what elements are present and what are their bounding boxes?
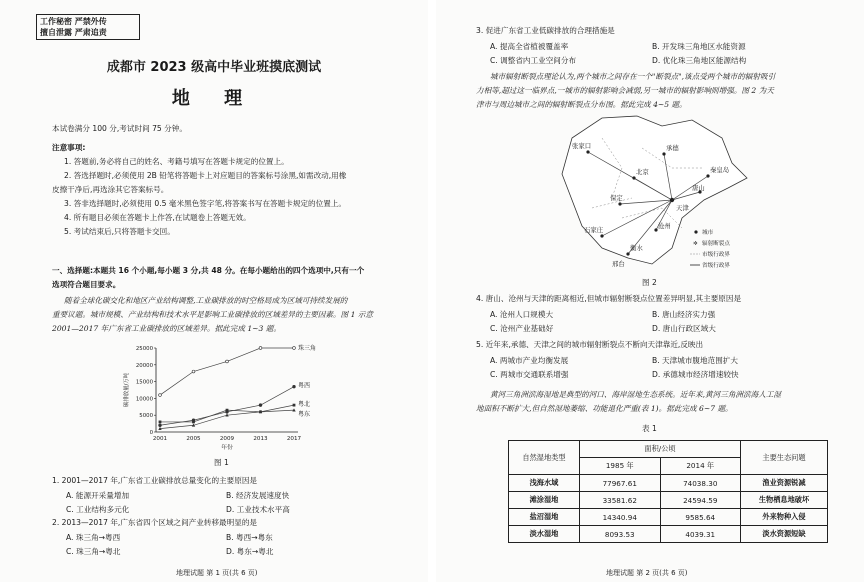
question-3: 3. 促进广东省工业低碳排放的合理措施是	[476, 26, 615, 35]
q2-option-a[interactable]: A. 珠三角→粤西	[66, 533, 121, 542]
passage-line-1: 随着全球化碳交化和地区产业结构调整,工业碳排放的时空格局成为区域可持续发展的	[64, 296, 348, 305]
cell-type: 淡水湿地	[509, 526, 580, 543]
y-axis-label: 碳排放量/万吨	[124, 372, 130, 408]
legend-province-boundary: 省级行政界	[702, 263, 730, 269]
passage2-line-1: 城市辐射断裂点理论认为,两个城市之间存在一个"断裂点",该点受两个城市的辐射吸引	[490, 72, 776, 81]
figure-1-caption: 图 1	[214, 458, 229, 467]
y-tick-label: 15000	[135, 379, 153, 386]
question-5: 5. 近年来,承德、天津之间的城市辐射断裂点不断向天津靠近,反映出	[476, 340, 704, 349]
note-2: 2. 答选择题时,必须使用 2B 铅笔将答题卡上对应题目的答案标号涂黑,如需改动,用橡	[64, 171, 347, 180]
data-point	[159, 424, 162, 427]
map-label-cangzhou: 沧州	[658, 222, 671, 230]
x-tick-label: 2017	[286, 436, 302, 442]
map-label-xingtai: 邢台	[612, 260, 625, 268]
q3-option-a[interactable]: A. 提高全省植被覆盖率	[490, 42, 569, 51]
cell-type: 盐沼湿地	[509, 509, 580, 526]
header-2014: 2014 年	[660, 458, 741, 475]
cell-problem: 生物栖息地破坏	[741, 492, 828, 509]
q1-option-c[interactable]: C. 工业结构多元化	[66, 505, 130, 514]
table-header-row	[509, 441, 828, 458]
table-1-caption: 表 1	[642, 424, 657, 433]
map-label-baoding: 保定	[610, 194, 623, 202]
cell-problem: 渔业资源锐减	[741, 475, 828, 492]
note-5: 5. 考试结束后,只将答题卡交回。	[64, 227, 175, 236]
confidential-stamp	[36, 14, 140, 40]
q4-option-b[interactable]: B. 唐山经济实力强	[652, 310, 716, 319]
series-label-1: 珠三角	[298, 345, 317, 352]
series-line-2	[160, 387, 294, 426]
y-tick-label: 5000	[139, 413, 153, 420]
passage3-line-2: 地面积不断扩大,但自然湿地萎缩、功能退化严重(表 1)。据此完成 6~7 题。	[476, 404, 733, 413]
exam-page-2	[436, 0, 864, 582]
q4-option-a[interactable]: A. 沧州人口规模大	[490, 310, 554, 319]
passage-line-2: 重要议题。城市规模、产业结构和技术水平是影响工业碳排放的区域差异的主要因素。图 1 示意	[52, 310, 373, 319]
header-1985: 1985 年	[580, 458, 661, 475]
x-axis-label: 年份	[221, 445, 233, 451]
map-label-beijing: 北京	[636, 168, 649, 176]
question-4: 4. 唐山、沧州与天津的距离相近,但城市辐射断裂点位置差异明显,其主要原因是	[476, 294, 742, 303]
cell-2014: 24594.59	[660, 492, 741, 509]
legend-city-boundary: 市级行政界	[702, 252, 730, 258]
cell-type: 滩涂湿地	[509, 492, 580, 509]
page-1-footer: 地理试题 第 1 页(共 6 页)	[176, 569, 258, 577]
q3-option-d[interactable]: D. 优化珠三角地区能源结构	[652, 56, 747, 65]
map-label-qinhuangdao: 秦皇岛	[710, 166, 730, 174]
q4-option-c[interactable]: C. 沧州产业基础好	[490, 324, 554, 333]
q2-option-b[interactable]: B. 粤西→粤东	[226, 533, 273, 542]
passage3-line-1: 黄河三角洲滨海湿地是典型的河口、海岸湿地生态系统。近年来,黄河三角洲滨海人工湿	[490, 390, 781, 399]
series-label-3: 粤北	[298, 401, 311, 409]
legend-city: 城市	[702, 230, 714, 236]
section-heading-c: 选项符合题目要求。	[52, 280, 121, 289]
series-line-1	[160, 348, 294, 395]
data-point	[293, 347, 296, 350]
x-tick-label: 2013	[253, 436, 268, 442]
section-heading-b: 在每小题给出的四个选项中,只有一个	[239, 266, 365, 275]
q1-option-a[interactable]: A. 能源开采量增加	[66, 491, 130, 500]
series-label-2: 粤西	[298, 382, 311, 390]
figure-1-line-chart	[118, 340, 338, 452]
header-area: 面积/公顷	[580, 441, 741, 458]
y-tick-label: 0	[149, 430, 153, 436]
series-label-4: 粤东	[298, 411, 311, 419]
legend-break-point-icon: ✲	[693, 241, 698, 247]
subject-title: 地 理	[171, 88, 257, 109]
exam-page-1	[0, 0, 428, 582]
table-row	[509, 509, 828, 526]
figure-2-caption: 图 2	[642, 278, 657, 287]
cell-2014: 4039.31	[660, 526, 741, 543]
data-point	[259, 347, 262, 350]
table-row	[509, 475, 828, 492]
map-label-tianjin: 天津	[676, 204, 689, 212]
figure-2-map	[532, 108, 764, 272]
y-tick-label: 10000	[135, 396, 153, 403]
q5-option-c[interactable]: C. 两城市交通联系增强	[490, 370, 569, 379]
q1-option-b[interactable]: B. 经济发展速度快	[226, 491, 290, 500]
section-heading	[52, 266, 364, 276]
cell-1985: 8093.53	[580, 526, 661, 543]
cell-1985: 33581.62	[580, 492, 661, 509]
data-point	[293, 404, 296, 407]
stamp-line-2: 擅自泄露 严肃追责	[40, 28, 107, 37]
map-label-hengshui: 衡水	[630, 244, 643, 252]
q1-option-d[interactable]: D. 工业技术水平高	[226, 505, 290, 514]
header-problem: 主要生态问题	[741, 441, 828, 475]
stamp-line-1: 工作秘密 严禁外传	[40, 17, 107, 26]
question-2: 2. 2013—2017 年,广东省四个区域之间产业转移最明显的是	[52, 518, 258, 527]
x-tick-label: 2009	[219, 436, 235, 442]
header-wetland-type: 自然湿地类型	[509, 441, 580, 475]
data-point	[159, 421, 162, 424]
q2-option-c[interactable]: C. 珠三角→粤北	[66, 547, 121, 556]
y-tick-label: 25000	[135, 346, 153, 352]
legend-break-point: 辐射断裂点	[702, 241, 730, 247]
cell-2014: 74038.30	[660, 475, 741, 492]
note-3: 3. 答非选择题时,必须使用 0.5 毫米黑色签字笔,将答案书写在答题卡规定的位置上。	[64, 199, 346, 208]
y-tick-label: 20000	[135, 362, 153, 369]
map-label-zhangjiakou: 张家口	[572, 142, 592, 150]
exam-title: 成都市 2023 级高中毕业班摸底测试	[106, 60, 322, 75]
data-point	[226, 360, 229, 363]
x-tick-label: 2005	[186, 436, 201, 442]
exam-intro: 本试卷满分 100 分,考试时间 75 分钟。	[52, 124, 187, 133]
map-label-tangshan: 唐山	[692, 184, 705, 192]
q4-option-d[interactable]: D. 唐山行政区域大	[652, 324, 716, 333]
note-1: 1. 答题前,务必将自己的姓名、考籍号填写在答题卡规定的位置上。	[64, 157, 289, 166]
wetland-table	[508, 440, 828, 543]
passage2-line-3: 津市与周边城市之间的辐射断裂点分布图。据此完成 4~5 题。	[476, 100, 687, 109]
map-legend	[690, 228, 730, 269]
map-label-shijiazhuang: 石家庄	[584, 226, 604, 234]
cell-1985: 14340.94	[580, 509, 661, 526]
passage2-line-2: 力相等,超过这一临界点,一城市的辐射影响会减弱,另一城市的辐射影响则增强。图 2 为天	[476, 86, 774, 95]
note-4: 4. 所有题目必须在答题卡上作答,在试题卷上答题无效。	[64, 213, 251, 222]
data-point	[159, 394, 162, 397]
data-point	[293, 385, 296, 388]
table-row	[509, 526, 828, 543]
map-label-chengde: 承德	[666, 144, 679, 152]
x-tick-label: 2001	[152, 436, 168, 442]
passage-line-3: 2001—2017 年广东省工业碳排放的区域差异。据此完成 1~3 题。	[52, 324, 281, 333]
cell-2014: 9585.64	[660, 509, 741, 526]
notes-title: 注意事项:	[52, 143, 86, 152]
data-point	[192, 370, 195, 373]
page-2-footer: 地理试题 第 2 页(共 6 页)	[606, 569, 688, 577]
section-heading-a: 一、选择题:本题共 16 个小题,每小题 3 分,共 48 分。	[52, 266, 240, 275]
table-row	[509, 492, 828, 509]
q5-option-b[interactable]: B. 天津城市腹地范围扩大	[652, 356, 738, 365]
q2-option-d[interactable]: D. 粤东→粤北	[226, 547, 274, 556]
note-2-cont: 皮擦干净后,再选涂其它答案标号。	[52, 185, 169, 194]
q3-option-b[interactable]: B. 开发珠三角地区水能资源	[652, 42, 746, 51]
cell-1985: 77967.61	[580, 475, 661, 492]
data-point	[259, 404, 262, 407]
data-point	[226, 409, 229, 412]
question-1: 1. 2001—2017 年,广东省工业碳排放总量变化的主要原因是	[52, 476, 258, 485]
cell-problem: 淡水资源短缺	[741, 526, 828, 543]
q5-option-d[interactable]: D. 承德城市经济增速较快	[652, 370, 739, 379]
cell-problem: 外来物种入侵	[741, 509, 828, 526]
data-point	[192, 421, 195, 424]
q5-option-a[interactable]: A. 两城市产业均衡发展	[490, 356, 569, 365]
q3-option-c[interactable]: C. 调整省内工业空间分布	[490, 56, 577, 65]
cell-type: 浅海水域	[509, 475, 580, 492]
